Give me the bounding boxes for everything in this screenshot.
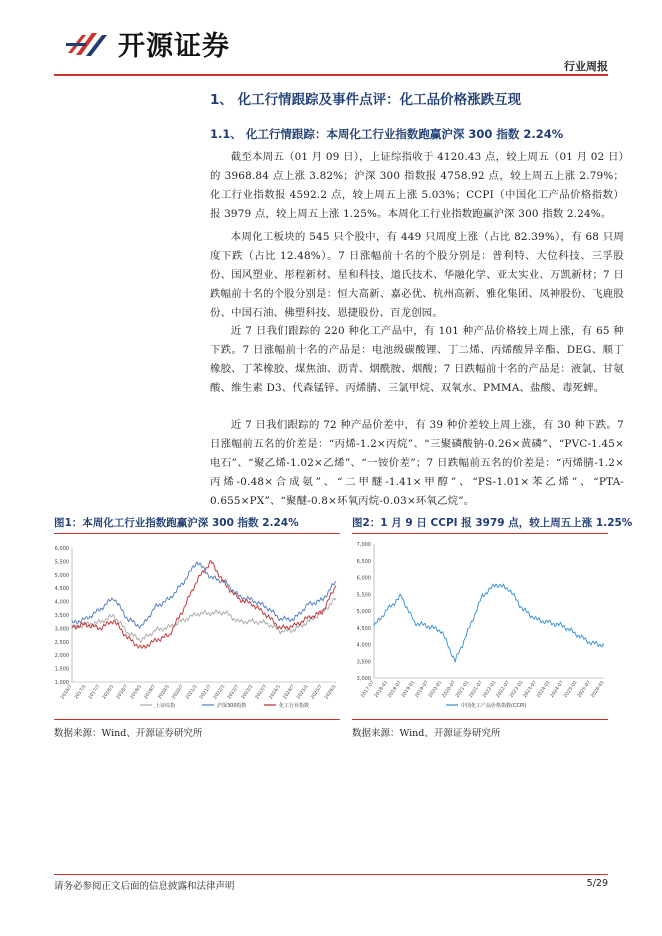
legend-label: 上证综指 (155, 703, 176, 709)
footer-divider (54, 874, 608, 875)
x-tick-label: 2023-07 (522, 680, 538, 699)
series-line-1 (374, 584, 604, 662)
legend-label: 化工行业指数 (279, 703, 310, 709)
y-tick-label: 5,500 (54, 559, 69, 566)
brand-mark-icon (64, 29, 112, 59)
y-tick-label: 5,000 (356, 609, 371, 615)
figure-2-source: 数据来源：Wind、开源证券研究所 (352, 728, 501, 739)
series-line-1 (72, 598, 336, 642)
y-tick-label: 4,500 (54, 586, 69, 593)
figure-1-bottom-rule (54, 719, 340, 720)
y-tick-label: 2,500 (54, 639, 69, 646)
x-tick-label: 2025-07 (576, 680, 593, 699)
chart-chemical-index (54, 538, 340, 716)
x-tick-label: 2020-07 (441, 680, 457, 699)
y-tick-label: 7,000 (356, 542, 371, 548)
x-tick-label: 2024-07 (549, 680, 566, 699)
y-tick-label: 3,500 (54, 613, 69, 619)
y-tick-label: 3,000 (54, 626, 69, 633)
figure-2-title: 图2：1 月 9 日 CCPI 报 3979 点，较上周五上涨 1.25% (352, 517, 633, 529)
y-tick-label: 5,000 (54, 572, 69, 579)
y-tick-label: 4,500 (356, 625, 371, 632)
chart-ccpi (352, 538, 608, 716)
x-tick-label: 2025-01 (563, 680, 579, 699)
figure-1-rule (54, 533, 340, 534)
logo (64, 24, 230, 63)
x-tick-label: 2019-01 (401, 680, 417, 699)
x-tick-label: 2018-01 (374, 680, 390, 699)
x-tick-label: 2016/7 (60, 684, 74, 701)
x-tick-label: 2018-07 (387, 680, 403, 699)
y-tick-label: 6,000 (54, 546, 69, 552)
x-tick-label: 2020/7 (171, 684, 185, 701)
x-tick-label: 2021-01 (455, 680, 471, 699)
x-tick-label: 2019-07 (414, 680, 430, 699)
figure-1-source: 数据来源：Wind、开源证券研究所 (54, 728, 203, 739)
x-tick-label: 2022/7 (227, 684, 241, 701)
y-tick-label: 5,500 (356, 592, 371, 599)
x-tick-label: 2026-01 (590, 680, 606, 699)
paragraph-3: 近 7 日我们跟踪的 220 种化工产品中，有 101 种产品价格较上周上涨，有 65 种下跌。7 日涨幅前十名的产品是：电池级碳酸锂、丁二烯、丙烯酸异辛酯、DEG、顺丁橡胶、丁苯橡胶、煤焦油、沥青、烟酰胺、烟酸；7 日跌幅前十名的产品是：液氯、甘氨酸、维生素 D3、代森锰锌、丙烯腈、三氯甲烷、双氧水、PMMA、盐酸、毒死蜱。 (210, 325, 624, 394)
x-tick-label: 2017-07 (360, 680, 376, 699)
x-tick-label: 2017/1 (74, 684, 88, 701)
paragraph-1: 截至本周五（01 月 09 日），上证综指收于 4120.43 点，较上周五（01 月 02 日）的 3968.84 点上涨 3.82%；沪深 300 指数报 4758.92 点，较上周五上涨 2.79%；化工行业指数报 4592.2 点，较上周五上涨 5.03%；CCPI（中国化工产品价格指数）报 3979 点，较上周五上涨 1.25%。本周化工行业指数跑赢沪深 300 指数 2.24%。 (210, 151, 624, 220)
paragraph-4: 近 7 日我们跟踪的 72 种产品价差中，有 39 种价差较上周上涨，有 30 种下跌。7 日涨幅前五名的价差是：“丙烯-1.2×丙烷”、“三聚磷酸钠-0.26×黄磷”、“PVC-1.45×电石”、“聚乙烯-1.02×乙烯”、“一铵价差”；7 日跌幅前五名的价差是：“丙烯腈-1.2×丙烯-0.48×合成氨”、“二甲醚-1.41×甲醇”、“PS-1.01×苯乙烯”、“PTA-0.655×PX”、“聚醚-0.8×环氧丙烷-0.03×环氧乙烷”。 (210, 419, 624, 507)
x-tick-label: 2021/1 (185, 684, 199, 701)
header-divider (54, 74, 608, 76)
x-tick-label: 2021/7 (199, 684, 213, 701)
x-tick-label: 2018/7 (115, 684, 130, 701)
x-tick-label: 2025/1 (296, 684, 310, 701)
y-tick-label: 1,000 (54, 680, 69, 686)
y-tick-label: 6,000 (356, 575, 371, 582)
x-tick-label: 2018/1 (101, 684, 116, 701)
footer-disclaimer: 请务必参阅正文后面的信息披露和法律声明 (54, 881, 235, 892)
figure-2-rule (352, 533, 608, 534)
figure-1-title: 图1：本周化工行业指数跑赢沪深 300 指数 2.24% (54, 517, 299, 529)
x-tick-label: 2022/1 (213, 684, 227, 701)
subsection-heading: 1.1、 化工行情跟踪：本周化工行业指数跑赢沪深 300 指数 2.24% (210, 127, 564, 141)
x-tick-label: 2024-01 (536, 680, 552, 699)
figure-2-bottom-rule (352, 719, 608, 720)
x-tick-label: 2023-01 (509, 680, 525, 699)
paragraph-2: 本周化工板块的 545 只个股中，有 449 只周度上涨（占比 82.39%），有 68 只周度下跌（占比 12.48%）。7 日涨幅前十名的个股分别是：普利特、大位科技、三孚股份、国风塑业、彤程新材、星和科技、道氏技术、华融化学、亚太实业、万凯新材；7 日跌幅前十名的个股分别是：恒大高新、嘉必优、杭州高新、雅化集团、凤神股份、飞鹿股份、中国石油、佛塑科技、恩捷股份、百龙创园。 (210, 231, 624, 319)
page-number: 5/29 (586, 878, 608, 889)
x-tick-label: 2023/7 (254, 684, 269, 701)
x-tick-label: 2023/1 (240, 684, 255, 701)
y-tick-label: 4,000 (54, 599, 69, 606)
y-tick-label: 3,500 (356, 659, 371, 666)
y-tick-label: 2,000 (54, 653, 69, 660)
y-tick-label: 1,500 (54, 666, 69, 673)
x-tick-label: 2024/7 (282, 684, 296, 701)
x-tick-label: 2017/7 (88, 684, 102, 701)
x-tick-label: 2020-01 (428, 680, 444, 699)
x-tick-label: 2022-01 (482, 680, 498, 699)
legend-label: 中国化工产品价格指数(CCPI) (461, 703, 527, 709)
x-tick-label: 2026/1 (324, 684, 338, 701)
section-heading: 1、 化工行情跟踪及事件点评：化工品价格涨跌互现 (210, 92, 522, 108)
x-tick-label: 2019/7 (143, 684, 158, 701)
x-tick-label: 2020/1 (157, 684, 171, 701)
x-tick-label: 2024/1 (268, 684, 283, 701)
y-tick-label: 4,000 (356, 642, 371, 649)
x-tick-label: 2022-07 (495, 680, 511, 699)
legend-label: 沪深300指数 (217, 703, 247, 709)
report-type: 行业周报 (564, 60, 608, 73)
logo-text: 开源证券 (118, 31, 230, 62)
y-tick-label: 6,500 (356, 558, 371, 565)
x-tick-label: 2019/1 (129, 684, 144, 701)
x-tick-label: 2025/7 (310, 684, 324, 701)
x-tick-label: 2021-07 (468, 680, 484, 699)
series-line-3 (72, 561, 336, 648)
y-tick-label: 3,000 (356, 676, 371, 682)
